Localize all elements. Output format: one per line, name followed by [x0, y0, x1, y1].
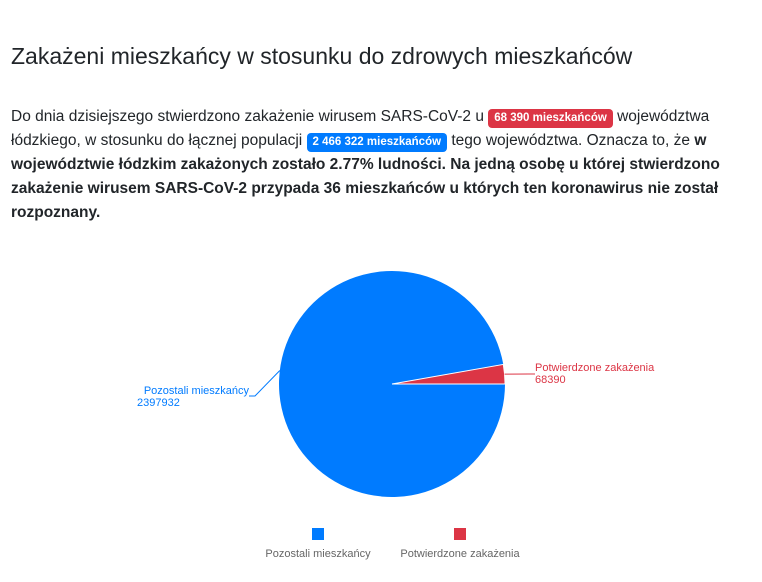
- data-label-infected-name: Potwierdzone zakażenia: [535, 362, 655, 374]
- legend-item-infected[interactable]: [396, 524, 524, 560]
- legend-label-healthy: Pozostali mieszkańcy: [265, 548, 371, 560]
- summary-paragraph: [11, 105, 746, 225]
- pie-chart[interactable]: [0, 250, 762, 520]
- summary-text-3: tego województwa. Oznacza to, że: [447, 132, 695, 149]
- summary-bold-text: w województwie łódzkim zakażonych zostało 2.77% ludności. Na jedną osobę u której stwierdzono zakażenie wirusem SARS-CoV-2 przypada 36 mieszkańców u których ten koronawirus nie został rozpoznany.: [11, 132, 720, 221]
- leader-line-healthy: [249, 370, 280, 396]
- data-label-healthy-name: Pozostali mieszkańcy: [143, 385, 249, 397]
- legend-item-healthy[interactable]: [262, 524, 374, 560]
- summary-text-2: województwa łódzkiego, w stosunku do łącznej populacji: [11, 108, 710, 149]
- legend-swatch-infected: [454, 528, 466, 540]
- infected-count-badge: 68 390 mieszkańców: [488, 109, 613, 128]
- data-label-healthy-value: 2397932: [137, 397, 180, 409]
- pie-slices: [279, 271, 505, 497]
- legend-swatch-healthy: [312, 528, 324, 540]
- chart-legend: [0, 524, 762, 564]
- summary-text-1: Do dnia dzisiejszego stwierdzono zakażenie wirusem SARS-CoV-2 u: [11, 108, 489, 125]
- data-label-infected-value: 68390: [535, 374, 566, 386]
- page-title: Zakażeni mieszkańcy w stosunku do zdrowych mieszkańców: [11, 43, 633, 69]
- legend-label-infected: Potwierdzone zakażenia: [400, 548, 520, 560]
- population-count-badge: 2 466 322 mieszkańców: [307, 133, 448, 152]
